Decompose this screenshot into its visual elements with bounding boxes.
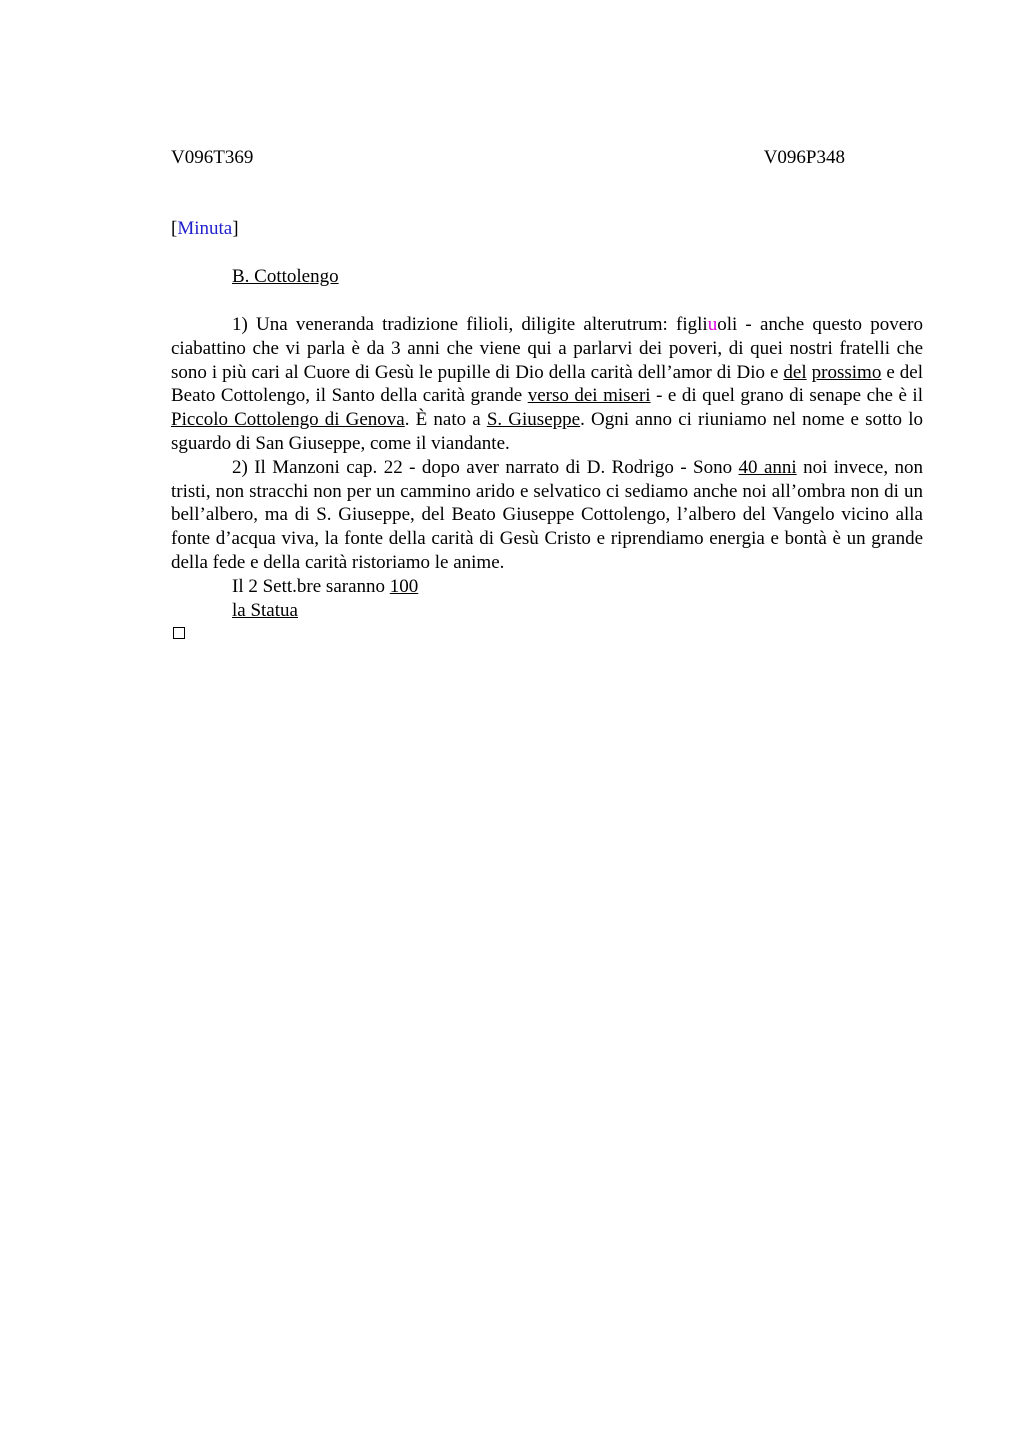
underlined-text: 100: [389, 575, 419, 597]
label-close-bracket: ]: [232, 218, 239, 239]
label-text: Minuta: [177, 218, 233, 239]
underlined-text: la Statua: [232, 599, 298, 621]
line-settembre: [171, 575, 923, 599]
empty-square-icon: [173, 627, 185, 639]
text-run: noi invece, non tristi, non stracchi non per un cammino arido e selvatico ci sediamo anche noi all’ombra non di un bell’albero, ma di S. Giuseppe, del Beato Giuseppe Cottolengo, l’albero del Vangelo vicino alla fonte d’acqua viva, la fonte della carità di Gesù Cristo e riprendiamo energia e bontà è un grande della fede e della carità ristoriamo le anime.: [171, 456, 923, 573]
line-statua: [171, 599, 923, 623]
text-run: - e di quel grano di senape che è il: [650, 385, 923, 407]
document-body: [171, 313, 923, 622]
text-run: oli - anche questo povero ciabattino che vi parla è da 3 anni che viene qui a parlarvi dei poveri, di quei nostri fratelli che sono i più cari al Cuore di Gesù le pupille di Dio della carità dell’amor di Dio e: [171, 314, 923, 383]
underlined-text: S. Giuseppe: [486, 409, 581, 431]
text-run: 2) Il Manzoni cap. 22 - dopo aver narrato di D. Rodrigo - Sono: [232, 456, 739, 478]
document-code-left: V096T369: [171, 147, 254, 168]
underlined-text: 40 anni: [738, 456, 797, 478]
paragraph-1: [171, 313, 923, 456]
minuta-label: [171, 217, 239, 241]
underlined-text: prossimo: [811, 361, 882, 383]
text-run: e del Beato Cottolengo, il Santo della carità grande: [171, 361, 923, 407]
underlined-text: del: [783, 361, 807, 383]
text-run: . È nato a: [404, 409, 487, 431]
document-header: [171, 146, 845, 172]
text-run: 1) Una veneranda tradizione filioli, diligite alterutrum: figli: [232, 314, 708, 335]
highlighted-letter: u: [707, 314, 718, 335]
underlined-text: verso dei miseri: [527, 385, 651, 407]
label-open-bracket: [: [171, 218, 178, 239]
text-run: Il 2 Sett.bre saranno: [232, 575, 390, 597]
section-heading: B. Cottolengo: [232, 266, 339, 287]
document-code-right: V096P348: [763, 147, 845, 168]
paragraph-2: [171, 456, 923, 575]
text-run: . Ogni anno ci riuniamo nel nome e sotto lo sguardo di San Giuseppe, come il viandante.: [171, 409, 923, 454]
underlined-text: Piccolo Cottolengo di Genova: [171, 409, 405, 431]
